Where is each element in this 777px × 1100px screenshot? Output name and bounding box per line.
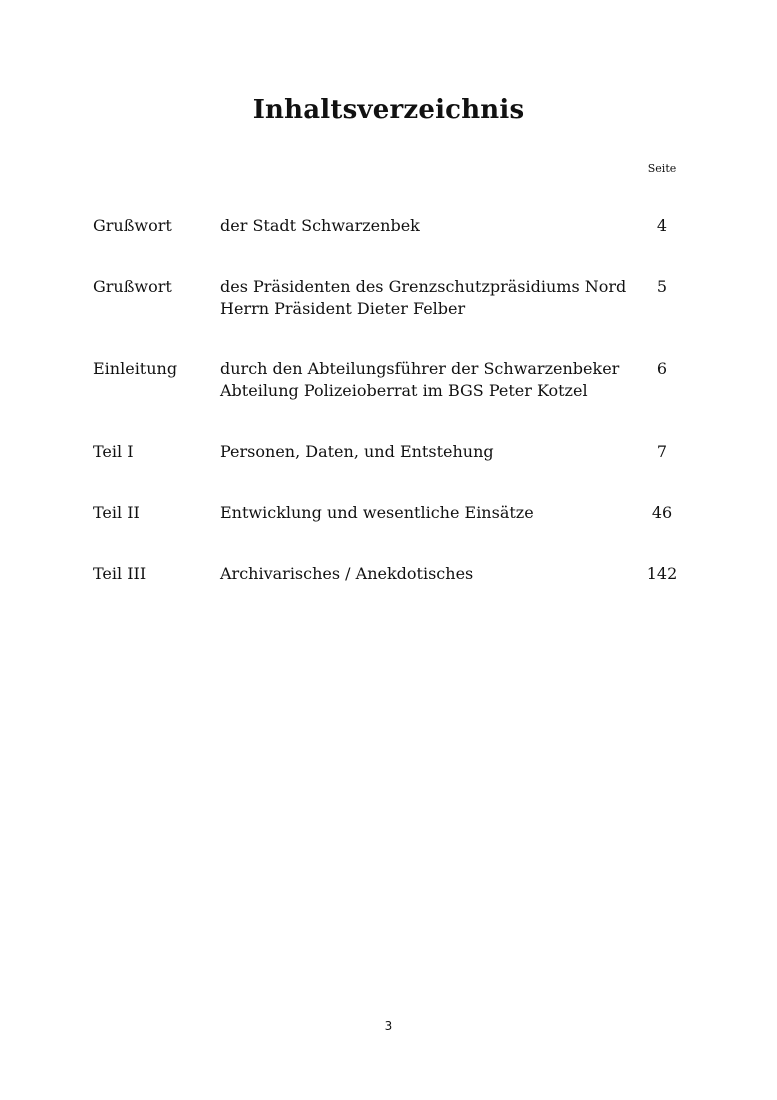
toc-entry-description bbox=[220, 358, 620, 402]
toc-entry bbox=[93, 563, 693, 585]
toc-entry-page: 5 bbox=[656, 277, 668, 296]
toc-entry-page: 6 bbox=[656, 359, 668, 378]
toc-entry-section: Teil I bbox=[93, 442, 134, 461]
toc-entry bbox=[93, 276, 693, 320]
toc-entry-description-line: Entwicklung und wesentliche Einsätze bbox=[220, 503, 534, 522]
toc-entry-description-line: durch den Abteilungsführer der Schwarzenbeker bbox=[220, 359, 620, 378]
page-number: 3 bbox=[384, 1019, 393, 1033]
toc-entry-description bbox=[220, 502, 620, 524]
toc-entry-section: Teil III bbox=[93, 564, 147, 583]
toc-entry-page: 142 bbox=[646, 564, 678, 583]
toc-entry-description bbox=[220, 215, 620, 237]
toc-entry-description bbox=[220, 276, 627, 320]
toc-entry-page: 46 bbox=[651, 503, 673, 522]
page-title: Inhaltsverzeichnis bbox=[252, 95, 525, 125]
toc-entry-section: Grußwort bbox=[93, 216, 172, 235]
toc-entry-page: 4 bbox=[656, 216, 668, 235]
toc-entry-page: 7 bbox=[656, 442, 668, 461]
toc-entry-description-line: der Stadt Schwarzenbek bbox=[220, 216, 420, 235]
table-of-contents bbox=[93, 215, 693, 585]
toc-entry bbox=[93, 441, 693, 463]
toc-entry-description-line: Archivarisches / Anekdotisches bbox=[220, 564, 474, 583]
toc-entry bbox=[93, 358, 693, 402]
toc-entry-description bbox=[220, 563, 620, 585]
toc-entry-description-line: Abteilung Polizeioberrat im BGS Peter Kotzel bbox=[220, 381, 588, 400]
toc-entry-section: Grußwort bbox=[93, 277, 172, 296]
toc-entry-description-line: des Präsidenten des Grenzschutzpräsidiums Nord bbox=[220, 277, 627, 296]
toc-entry-description-line: Personen, Daten, und Entstehung bbox=[220, 442, 494, 461]
toc-entry-section: Teil II bbox=[93, 503, 140, 522]
toc-entry-section: Einleitung bbox=[93, 359, 178, 378]
toc-entry bbox=[93, 215, 693, 237]
toc-entry-description bbox=[220, 441, 620, 463]
toc-entry-description-line: Herrn Präsident Dieter Felber bbox=[220, 299, 466, 318]
page-column-header: Seite bbox=[647, 162, 677, 175]
toc-entry bbox=[93, 502, 693, 524]
